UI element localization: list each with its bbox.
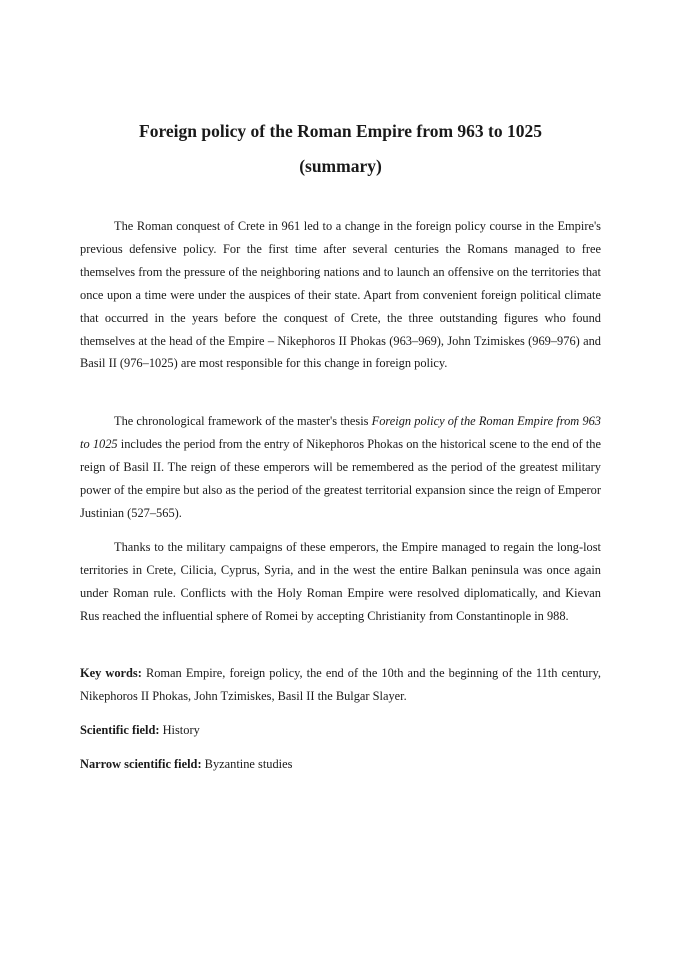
paragraph-2-text-end: includes the period from the entry of Nikephoros Phokas on the historical scene to the end of the reign of Basil II. The reign of these emperors will be remembered as the period of the greatest military power of the empire but also as the period of the greatest territorial expansion since the reign of Emperor Justinian (527–565). bbox=[80, 436, 601, 520]
scientific-field-line bbox=[80, 719, 601, 742]
keywords-label: Key words: bbox=[80, 666, 142, 680]
scientific-field-value: History bbox=[159, 723, 200, 737]
narrow-field-label: Narrow scientific field: bbox=[80, 757, 202, 771]
scientific-field-label: Scientific field: bbox=[80, 723, 160, 737]
document-title: Foreign policy of the Roman Empire from 963 to 1025 bbox=[139, 121, 542, 141]
keywords-value: Roman Empire, foreign policy, the end of the 10th and the beginning of the 11th century, Nikephoros II Phokas, John Tzimiskes, Basil II the Bulgar Slayer. bbox=[80, 666, 601, 703]
summary-paragraph-1: The Roman conquest of Crete in 961 led to a change in the foreign policy course in the Empire's previous defensive policy. For the first time after several centuries the Romans managed to free themselves from the pressure of the neighboring nations and to launch an offensive on the territories that once upon a time were under the auspices of their state. Apart from convenient foreign political climate that occurred in the years before the conquest of Crete, the three outstanding figures who found themselves at the head of the Empire – Nikephoros II Phokas (963–969), John Tzimiskes (969–976) and Basil II (976–1025) are most responsible for this change in foreign policy. bbox=[80, 219, 601, 371]
summary-paragraph-3: Thanks to the military campaigns of these emperors, the Empire managed to regain the long-lost territories in Crete, Cilicia, Cyprus, Syria, and in the west the entire Balkan peninsula was once again under Roman rule. Conflicts with the Holy Roman Empire were resolved diplomatically, and Kievan Rus reached the influential sphere of Romei by accepting Christianity from Constantinople in 988. bbox=[80, 540, 601, 623]
narrow-field-line bbox=[80, 753, 601, 776]
document-subtitle: (summary) bbox=[299, 156, 382, 176]
paragraph-2-text-start: The chronological framework of the master's thesis bbox=[114, 414, 372, 428]
summary-paragraph-2 bbox=[80, 410, 601, 525]
keywords-line bbox=[80, 662, 601, 708]
narrow-field-value: Byzantine studies bbox=[201, 757, 293, 771]
thesis-title-italic: Foreign policy of the Roman Empire from 963 to 1025 bbox=[80, 414, 601, 451]
